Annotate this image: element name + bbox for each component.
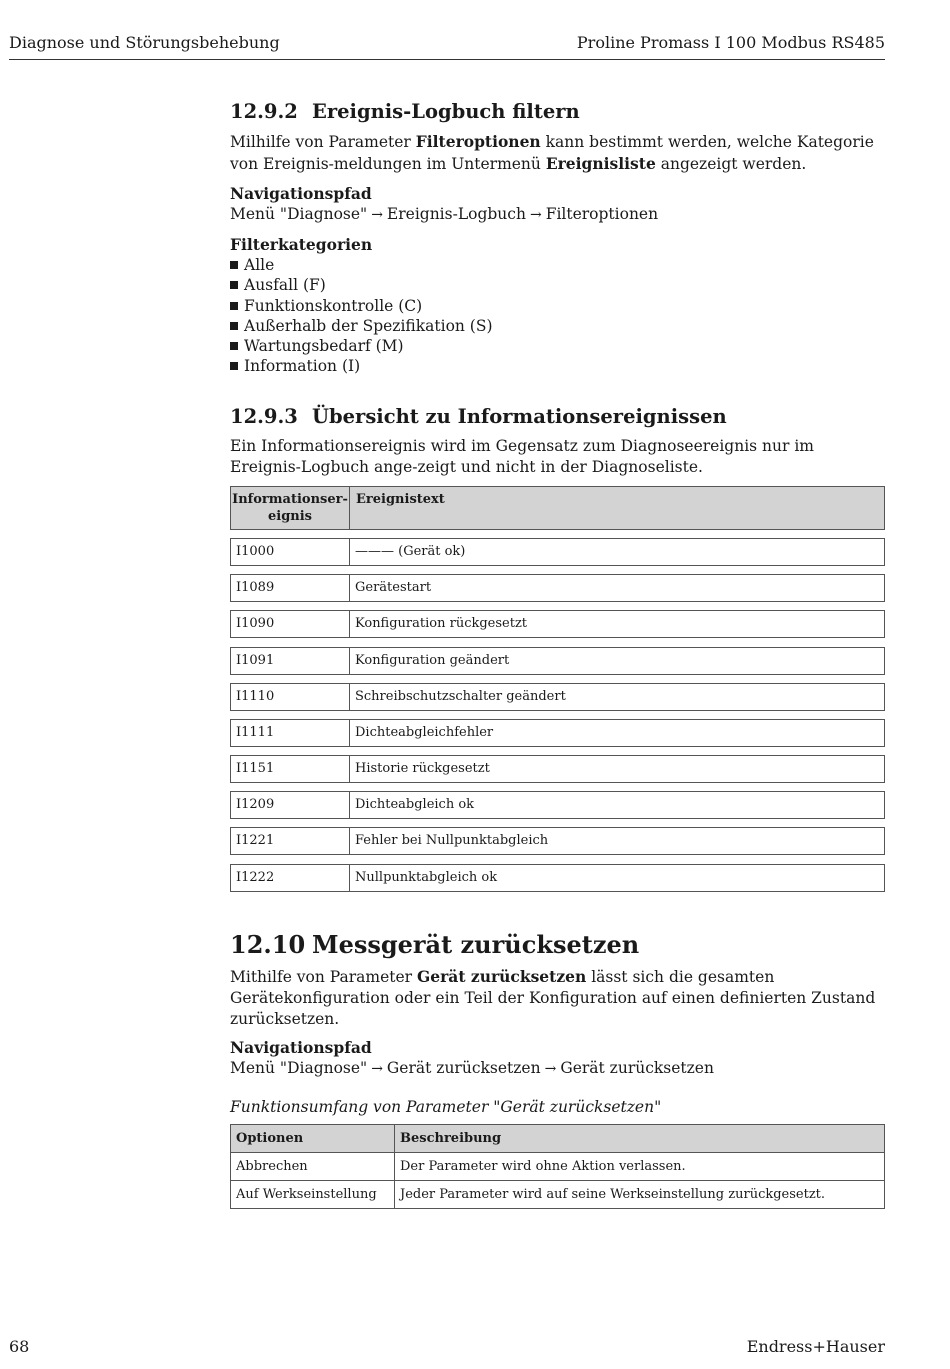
event-text: Dichteabgleichfehler [355, 724, 494, 740]
table-row [230, 538, 885, 566]
event-text: Gerätestart [355, 580, 432, 596]
bullet-square-icon [230, 362, 238, 370]
list-item: Außerhalb der Spezifikation (S) [230, 316, 885, 336]
event-text: ——— (Gerät ok) [355, 543, 466, 559]
table-header-cell: Beschreibung [395, 1124, 885, 1152]
bullet-square-icon [230, 281, 238, 289]
table-row [230, 719, 885, 747]
table-row [230, 574, 885, 602]
event-text: Konfiguration geändert [355, 652, 510, 668]
table-header-cell: Optionen [231, 1124, 395, 1152]
bullet-square-icon [230, 302, 238, 310]
event-text: Dichteabgleich ok [355, 797, 475, 813]
table-header-row [230, 486, 885, 530]
table-header-row [231, 1124, 885, 1152]
table-row [230, 647, 885, 675]
event-code: I1111 [231, 720, 350, 746]
info-events-intro-paragraph: Ein Informationsereignis wird im Gegensatz zum Diagnoseereignis nur im Ereignis-Logbuch ange-zeigt und nicht in der Diagnoseliste. [230, 436, 815, 476]
table-header-cell: Informationser-eignis [231, 487, 350, 529]
list-item: Alle [230, 255, 885, 275]
nav-path: Menü "Diagnose" → Gerät zurücksetzen → Gerät zurücksetzen [230, 1058, 714, 1077]
header-product: Proline Promass I 100 Modbus RS485 [576, 33, 885, 52]
option-name: Auf Werkseinstellung [231, 1180, 395, 1208]
event-code: I1209 [231, 792, 350, 818]
event-code: I1221 [231, 828, 350, 854]
reset-intro-paragraph: Mithilfe von Parameter Gerät zurücksetzen lässt sich die gesamten Gerätekonfiguration oder ein Teil der Konfiguration auf einen definierten Zustand zurücksetzen. [230, 966, 876, 1028]
table-row [231, 1180, 885, 1208]
arrow-right-icon: → [371, 207, 383, 223]
bullet-square-icon [230, 342, 238, 350]
arrow-right-icon: → [529, 207, 542, 223]
table-row [230, 610, 885, 638]
table-header-cell: Ereignistext [356, 491, 445, 507]
list-item: Funktionskontrolle (C) [230, 296, 885, 316]
table-row [230, 755, 885, 783]
page-header [9, 31, 885, 60]
arrow-right-icon: → [371, 1060, 383, 1077]
event-code: I1089 [231, 575, 350, 601]
reset-options-table [230, 1124, 885, 1209]
filter-category-list [230, 255, 885, 377]
filter-categories-label: Filterkategorien [230, 235, 373, 254]
nav-path: Menü "Diagnose" → Ereignis-Logbuch → Filteroptionen [230, 205, 659, 223]
event-code: I1110 [231, 684, 350, 710]
page-content [230, 98, 885, 1209]
event-text: Schreibschutzschalter geändert [355, 688, 566, 704]
table-row [230, 791, 885, 819]
option-description: Jeder Parameter wird auf seine Werkseinstellung zurückgesetzt. [395, 1180, 885, 1208]
bullet-square-icon [230, 322, 238, 330]
arrow-right-icon: → [544, 1060, 557, 1077]
event-code: I1000 [231, 539, 350, 565]
event-text: Fehler bei Nullpunktabgleich [355, 833, 549, 849]
header-chapter: Diagnose und Störungsbehebung [9, 33, 280, 52]
page-number: 68 [9, 1337, 30, 1356]
footer-brand: Endress+Hauser [746, 1337, 885, 1356]
event-text: Nullpunktabgleich ok [355, 869, 498, 885]
nav-path-label: Navigationspfad [230, 1037, 372, 1057]
event-code: I1222 [231, 865, 350, 891]
event-text: Historie rückgesetzt [355, 761, 490, 777]
event-code: I1090 [231, 611, 350, 637]
table-caption: Funktionsumfang von Parameter "Gerät zurücksetzen" [230, 1097, 662, 1116]
table-row [230, 864, 885, 892]
section-heading-12-9-2: 12.9.2 Ereignis-Logbuch filtern [230, 100, 580, 123]
section-heading-12-10: 12.10 Messgerät zurücksetzen [230, 929, 640, 959]
nav-path-label: Navigationspfad [230, 184, 372, 203]
option-description: Der Parameter wird ohne Aktion verlassen. [395, 1152, 885, 1180]
section-heading-12-9-3: 12.9.3 Übersicht zu Informationsereignissen [230, 404, 727, 428]
table-row [231, 1152, 885, 1180]
event-code: I1091 [231, 648, 350, 674]
option-name: Abbrechen [231, 1152, 395, 1180]
table-row [230, 683, 885, 711]
event-text: Konfiguration rückgesetzt [355, 616, 528, 632]
event-code: I1151 [231, 756, 350, 782]
list-item: Wartungsbedarf (M) [230, 336, 885, 356]
bullet-square-icon [230, 261, 238, 269]
list-item: Information (I) [230, 356, 885, 376]
info-events-table [230, 486, 885, 892]
list-item: Ausfall (F) [230, 275, 885, 295]
table-row [230, 827, 885, 855]
filter-intro-paragraph: Milhilfe von Parameter Filteroptionen kann bestimmt werden, welche Kategorie von Ereignis-meldungen im Untermenü Ereignisliste angezeigt werden. [230, 132, 874, 173]
